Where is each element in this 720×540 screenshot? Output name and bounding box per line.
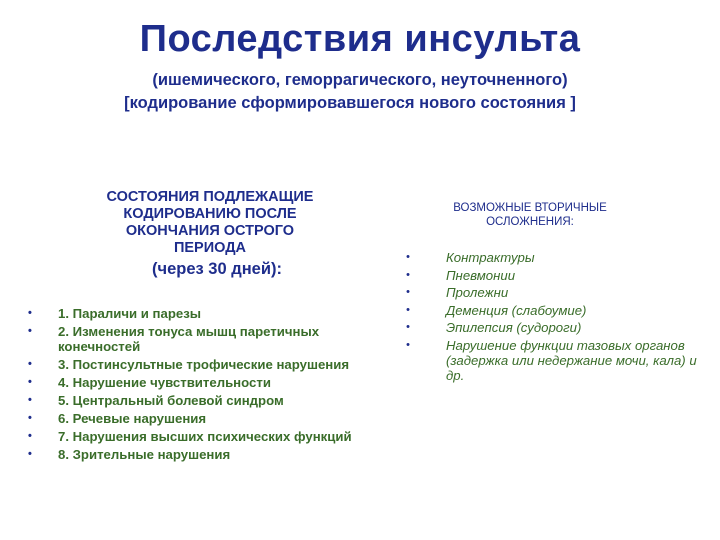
list-item: • Пневмонии	[406, 268, 706, 283]
slide-title: Последствия инсульта	[139, 18, 581, 60]
right-column-heading	[430, 201, 630, 229]
list-item: • Контрактуры	[406, 250, 706, 265]
list-item: • 8. Зрительные нарушения	[28, 447, 358, 462]
slide-subtitle-stroke-types: (ишемического, геморрагического, неуточненного)	[152, 71, 568, 89]
slide-subtitle-coding: [кодирование сформировавшегося нового состояния ]	[124, 94, 576, 112]
list-item: • 6. Речевые нарушения	[28, 411, 358, 426]
list-item: • 5. Центральный болевой синдром	[28, 393, 358, 408]
list-item: • Эпилепсия (судороги)	[406, 320, 706, 335]
right-heading-line: ОСЛОЖНЕНИЯ:	[486, 216, 574, 228]
list-item: • 4. Нарушение чувствительности	[28, 375, 358, 390]
list-item: • 1. Параличи и парезы	[28, 306, 358, 321]
left-heading-line: ПЕРИОДА	[173, 240, 247, 256]
list-item: • Нарушение функции тазовых органов (задержка или недержание мочи, кала) и др.	[406, 338, 706, 383]
list-item: • 2. Изменения тонуса мышц паретичных конечностей	[28, 324, 358, 354]
left-column-heading	[40, 189, 380, 278]
list-item: • 3. Постинсультные трофические нарушения	[28, 357, 358, 372]
left-heading-line: СОСТОЯНИЯ ПОДЛЕЖАЩИЕ	[106, 189, 314, 205]
list-item: • 7. Нарушения высших психических функций	[28, 429, 358, 444]
list-item: • Пролежни	[406, 285, 706, 300]
complications-list	[406, 250, 706, 386]
right-heading-line: ВОЗМОЖНЫЕ ВТОРИЧНЫЕ	[453, 202, 607, 214]
list-item: • Деменция (слабоумие)	[406, 303, 706, 318]
left-heading-line: ОКОНЧАНИЯ ОСТРОГО	[125, 223, 295, 239]
left-heading-line: КОДИРОВАНИЮ ПОСЛЕ	[123, 206, 297, 222]
left-heading-period: (через 30 дней):	[152, 260, 282, 278]
consequences-list	[28, 306, 358, 465]
